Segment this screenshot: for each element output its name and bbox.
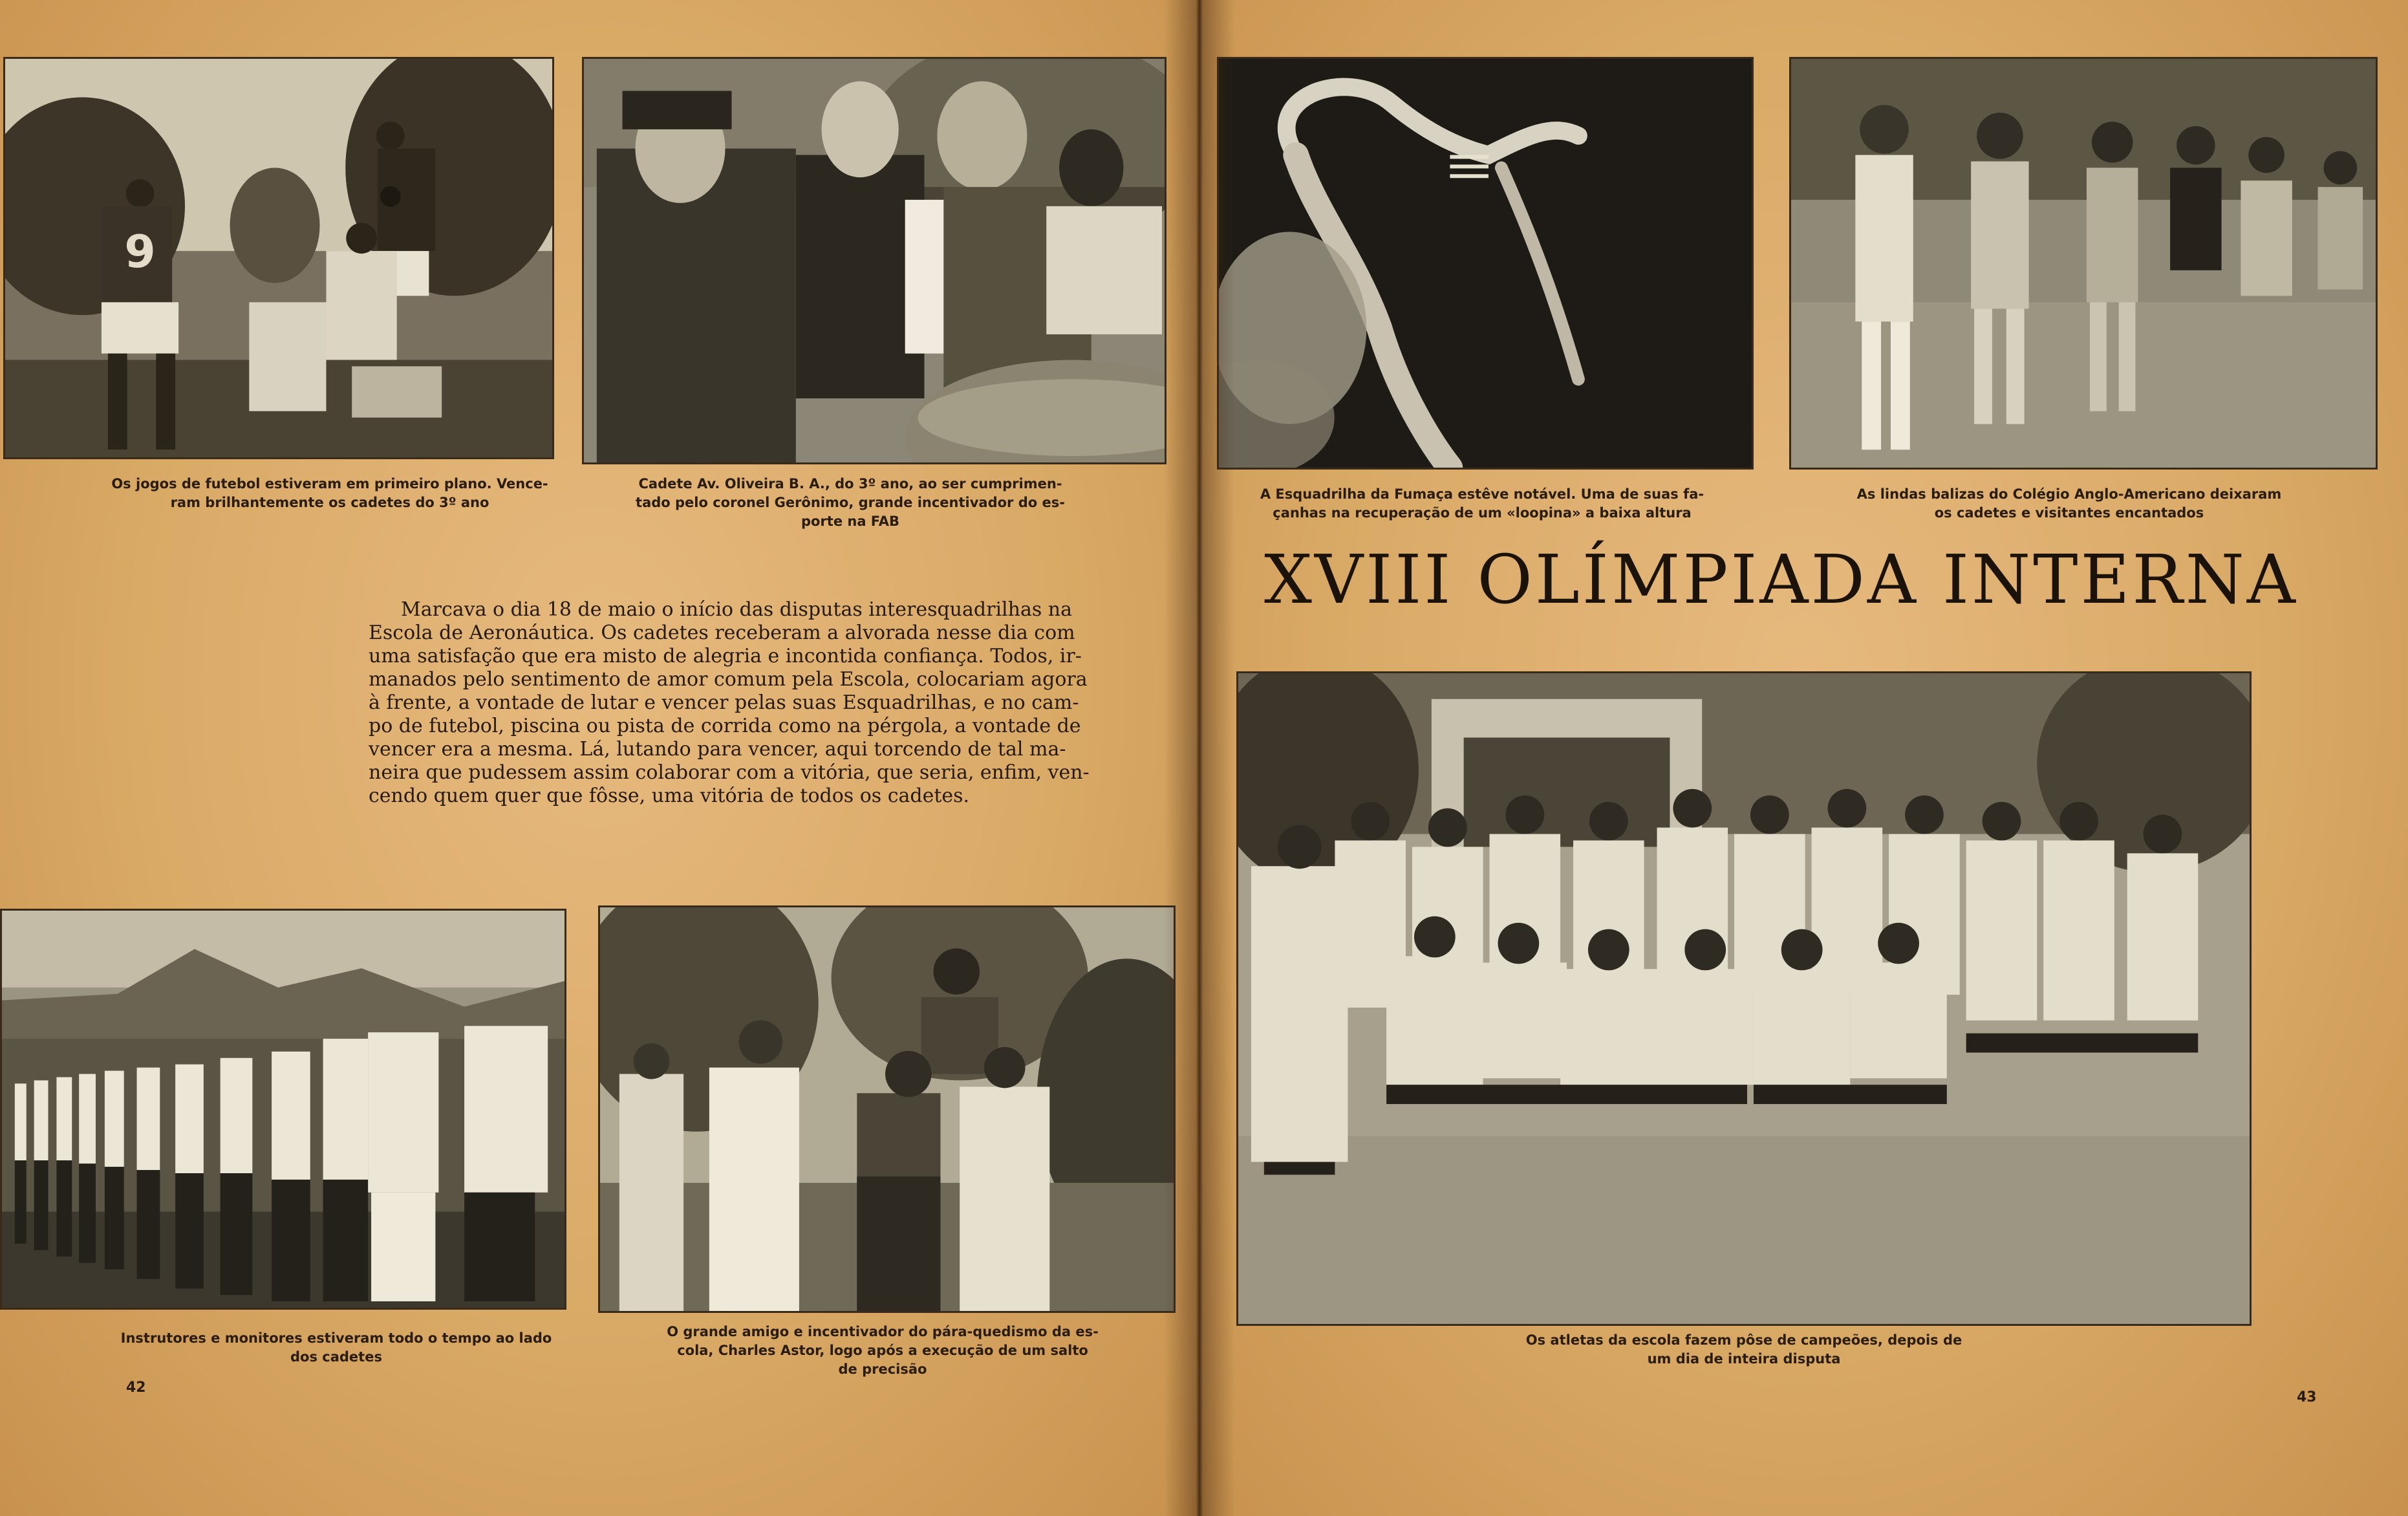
instructors-photo <box>0 909 566 1310</box>
cadet-caption: Cadete Av. Oliveira B. A., do 3º ano, ao ser cumprimen- tado pelo coronel Gerônimo, grande incentivador do es- porte na FAB <box>636 476 1065 529</box>
smoke-caption: A Esquadrilha da Fumaça estêve notável. Uma de suas fa- çanhas na recuperação de um «loopina» a baixa altura <box>1260 486 1704 521</box>
football-match-photo <box>3 57 554 459</box>
athletes-team-photo <box>1236 671 2252 1326</box>
parachute-caption: O grande amigo e incentivador do pára-quedismo da es- cola, Charles Astor, logo após a execução de um salto de precisão <box>667 1324 1099 1377</box>
parachutist-photo <box>598 905 1176 1313</box>
article-body: Marcava o dia 18 de maio o início das disputas interesquadrilhas na Escola de Aeronáutica. Os cadetes receberam a alvorada nesse dia com uma satisfação que era misto de alegria e incontida confiança. Todos, ir- manados pelo sentimento de amor comum pela Escola, colocariam agora à frente, a vontade de lutar e vencer pelas suas Esquadrilhas, e no cam- po de futebol, piscina ou pista de corrida como na pérgola, a vontade de vencer era a mesma. Lá, lutando para vencer, aqui torcendo de tal ma- neira que pudessem assim colaborar com a vitória, que seria, enfim, ven- cendo quem quer que fôsse, uma vitória de todos os cadetes. <box>369 598 1090 807</box>
page-headline: XVIII OLÍMPIADA INTERNA <box>1264 540 2298 619</box>
football-caption: Os jogos de futebol estiveram em primeiro plano. Vence- ram brilhantemente os cadetes do 3º ano <box>111 476 548 510</box>
left-page <box>0 0 1198 1516</box>
majorettes-caption: As lindas balizas do Colégio Anglo-Americano deixaram os cadetes e visitantes encantados <box>1856 486 2282 521</box>
smoke-squadron-photo <box>1217 57 1754 470</box>
athletes-caption: Os atletas da escola fazem pôse de campeões, depois de um dia de inteira disputa <box>1525 1332 1962 1367</box>
majorettes-photo <box>1789 57 2378 470</box>
instructors-caption: Instrutores e monitores estiveram todo o tempo ao lado dos cadetes <box>120 1330 552 1365</box>
page-number-left: 42 <box>126 1380 146 1396</box>
page-number-right: 43 <box>2297 1389 2317 1405</box>
cadet-greeting-photo <box>582 57 1166 464</box>
jersey-number: 9 <box>124 226 156 278</box>
right-page <box>1198 0 2408 1516</box>
